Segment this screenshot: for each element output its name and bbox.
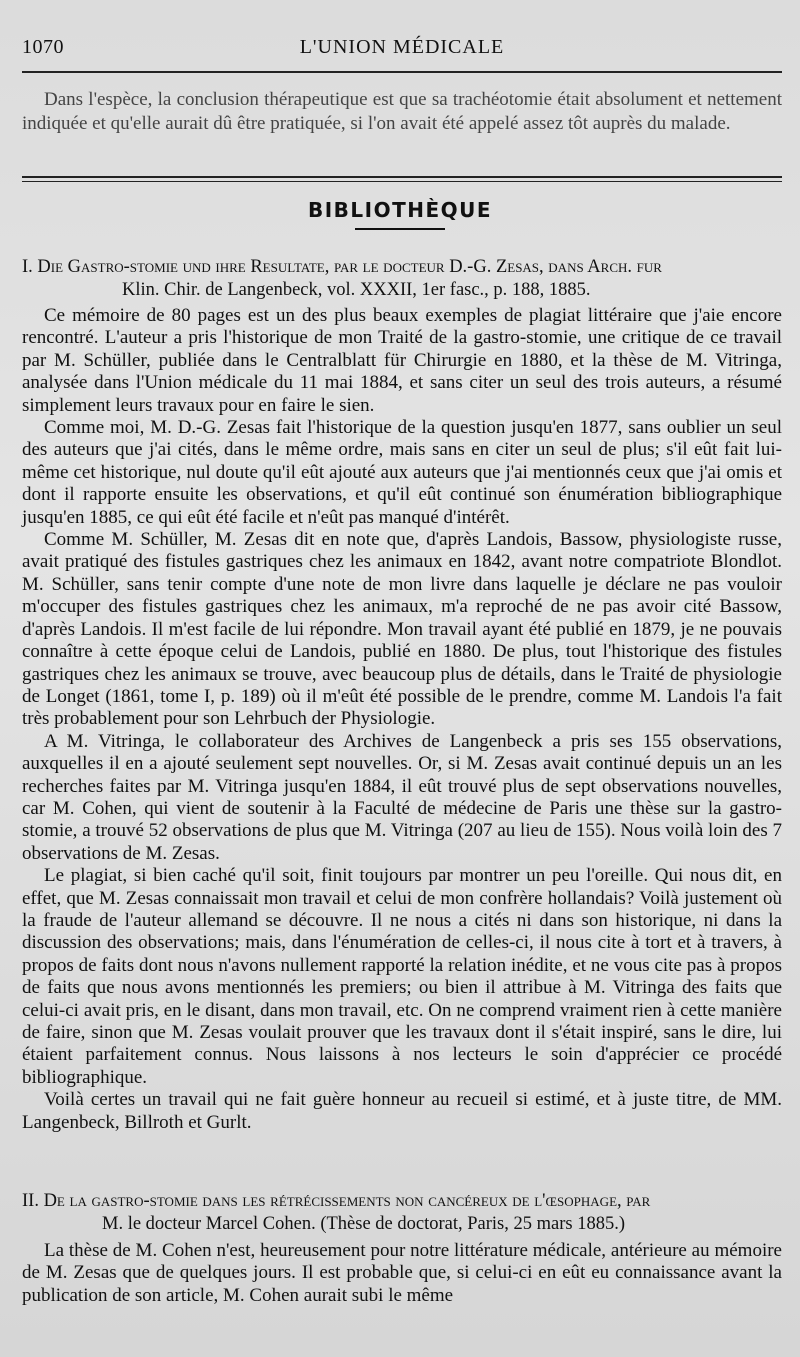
- entry2-line2: M. le docteur Marcel Cohen. (Thèse de doctorat, Paris, 25 mars 1885.): [102, 1213, 625, 1234]
- bibliography-entry-1: [22, 256, 782, 301]
- entry1-line1: I. Die Gastro-stomie und ihre Resultate, par le docteur D.-G. Zesas, dans Arch. fur: [22, 257, 662, 277]
- bibliography-entry-2: [22, 1190, 782, 1235]
- paragraph-3: Comme M. Schüller, M. Zesas dit en note que, d'après Landois, Bassow, physiologiste russe, avait pratiqué des fistules gastriques chez les animaux en 1842, avant notre compatriote Blondlot. M. Schüller, sans tenir compte d'une note de mon livre dans laquelle je déclare ne pas vouloir m'occuper des fistules gastriques chez les animaux, m'a reproché de ne pas avoir cité Bassow, d'après Landois. Il m'est facile de lui répondre. Mon travail ayant été publié en 1879, je ne pouvais connaître à cette époque celui de Landois, publié en 1880. De plus, tout l'historique des fistules gastriques chez les animaux se trouve, avec beaucoup plus de détails, dans le Traité de physiologie de Longet (1861, tome I, p. 189) où il m'eût été possible de le prendre, comme M. Landois l'a fait très probablement pour son Lehrbuch der Physiologie.: [22, 529, 782, 730]
- section-rule-bottom: [22, 181, 782, 182]
- entry1-line2: Klin. Chir. de Langenbeck, vol. XXXII, 1er fasc., p. 188, 1885.: [122, 279, 591, 300]
- paragraph-6: Voilà certes un travail qui ne fait guère honneur au recueil si estimé, et à juste titre, de MM. Langenbeck, Billroth et Gurlt.: [22, 1089, 782, 1133]
- review-body: [22, 305, 782, 1134]
- page-header: [22, 30, 782, 66]
- paragraph-5: Le plagiat, si bien caché qu'il soit, finit toujours par montrer un peu l'oreille. Qui nous dit, en effet, que M. Zesas connaissait mon travail et celui de mon confrère hollandais? Voilà justement où la fraude de l'auteur allemand se découvre. Il ne nous a cités ni dans son historique, ni dans la discussion des observations; mais, dans l'énumération de celles-ci, il nous cite à tort et à travers, à propos de faits dont nous n'avons nullement rapporté la relation inédite, et ne vous cite pas à propos de faits que nous avons mentionnés les premiers; ou bien il attribue à M. Vitringa des faits que celui-ci avait pris, en le disant, dans mon travail, etc. On ne comprend vraiment rien à cette manière de faire, sinon que M. Zesas voulait prouver que les travaux dont il s'était inspiré, sans le dire, lui étaient parfaitement connus. Nous laissons à nos lecteurs le soin d'apprécier ce procédé bibliographique.: [22, 865, 782, 1088]
- page-number: 1070: [22, 36, 64, 58]
- entry2-line1: II. De la gastro-stomie dans les rétrécissements non cancéreux de l'œsophage, par: [22, 1191, 651, 1211]
- intro-paragraph: Dans l'espèce, la conclusion thérapeutique est que sa trachéotomie était absolument et nettement indiquée et qu'elle aurait dû être pratiquée, si l'on avait été appelé assez tôt auprès du malade.: [22, 89, 782, 134]
- section-title: BIBLIOTHÈQUE: [307, 198, 493, 222]
- section-rule-top: [22, 176, 782, 178]
- paragraph-2: Comme moi, M. D.-G. Zesas fait l'historique de la question jusqu'en 1877, sans oublier un seul des auteurs que j'ai cités, dans le même ordre, mais sans en citer un seul de plus; s'il eût fait lui-même cet historique, nul doute qu'il eût ajouté aux auteurs que j'ai mentionnés ceux que j'ai omis et dont il rapporte ensuite les observations, et qu'il eût continué son énumération bibliographique jusqu'en 1885, ce qui eût été facile et n'eût pas manqué d'intérêt.: [22, 417, 782, 528]
- closing-paragraph: La thèse de M. Cohen n'est, heureusement pour notre littérature médicale, antérieure au mémoire de M. Zesas que de quelques jours. Il est probable que, si celui-ci en eût eu connaissance avant la publication de son article, M. Cohen aurait subi le même: [22, 1240, 782, 1306]
- running-head: L'UNION MÉDICALE: [299, 36, 505, 58]
- title-underline: [355, 228, 445, 230]
- paragraph-4: A M. Vitringa, le collaborateur des Archives de Langenbeck a pris ses 155 observations, auxquelles il en a ajouté seulement sept nouvelles. Or, si M. Zesas avait continué depuis un an les recherches faites par M. Vitringa jusqu'en 1884, il eût trouvé plus de sept observations nouvelles, car M. Cohen, qui vient de soutenir à la Faculté de médecine de Paris une thèse sur la gastro-stomie, a trouvé 52 observations de plus que M. Vitringa (207 au lieu de 155). Nous voilà loin des 7 observations de M. Zesas.: [22, 730, 782, 864]
- header-rule: [22, 71, 782, 73]
- paragraph-1: Ce mémoire de 80 pages est un des plus beaux exemples de plagiat littéraire que j'aie encore rencontré. L'auteur a pris l'historique de mon Traité de la gastro-stomie, une critique de ce travail par M. Schüller, publiée dans le Centralblatt für Chirurgie en 1880, et la thèse de M. Vitringa, analysée dans l'Union médicale du 11 mai 1884, et sans citer un seul des trois auteurs, a résumé simplement leurs travaux pour en faire le sien.: [22, 305, 782, 416]
